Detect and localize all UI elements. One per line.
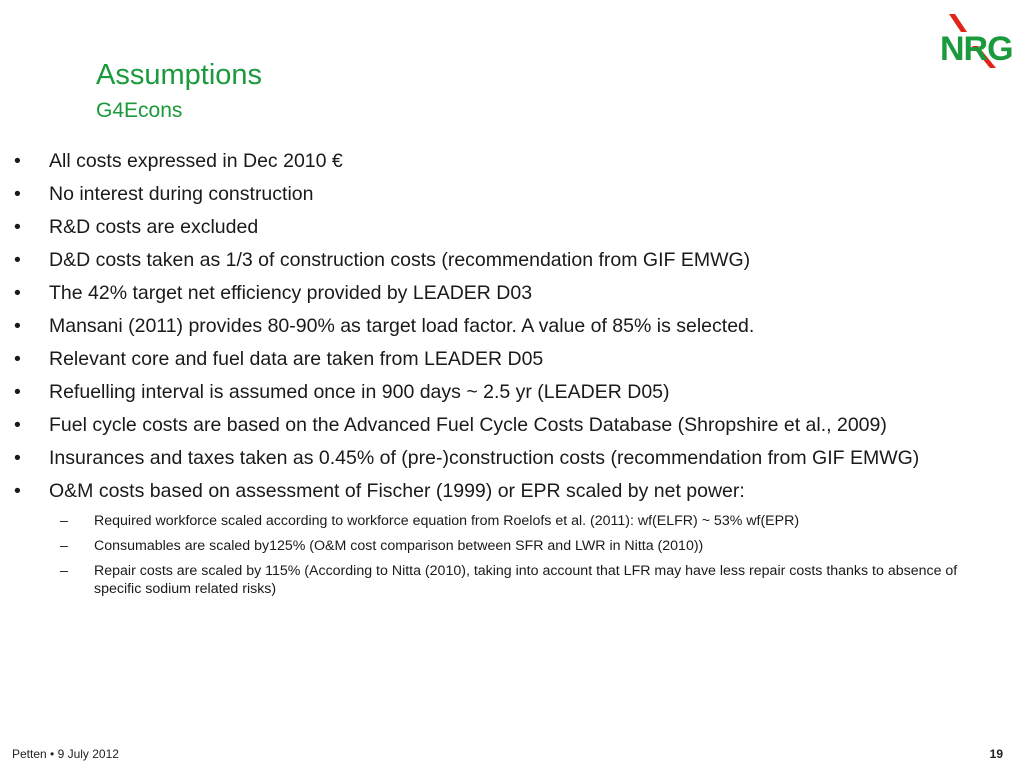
bullet-text: All costs expressed in Dec 2010 € <box>49 150 343 172</box>
bullet-marker: • <box>14 249 21 271</box>
bullet-marker: • <box>14 447 21 469</box>
bullet-item <box>14 281 990 305</box>
slide-title: Assumptions <box>96 59 263 91</box>
bullet-marker: • <box>14 150 21 172</box>
bullet-text: R&D costs are excluded <box>49 216 259 238</box>
bullet-text: D&D costs taken as 1/3 of construction costs (recommendation from GIF EMWG) <box>49 249 751 271</box>
bullet-item <box>14 446 990 470</box>
bullet-item <box>14 413 990 437</box>
bullet-item <box>14 347 990 371</box>
bullet-text: Refuelling interval is assumed once in 900 days ~ 2.5 yr (LEADER D05) <box>49 381 670 403</box>
sub-bullet-item <box>14 562 990 598</box>
bullet-item <box>14 215 990 239</box>
sub-bullet-text: Consumables are scaled by125% (O&M cost comparison between SFR and LWR in Nitta (2010)) <box>94 538 704 554</box>
bullet-list <box>14 149 990 605</box>
bullet-item <box>14 182 990 206</box>
bullet-text: O&M costs based on assessment of Fischer (1999) or EPR scaled by net power: <box>49 480 745 502</box>
bullet-marker: • <box>14 183 21 205</box>
sub-bullet-item <box>14 512 990 530</box>
sub-bullet-text: Required workforce scaled according to workforce equation from Roelofs et al. (2011): wf(ELFR) ~ 53% wf(EPR) <box>94 513 800 529</box>
bullet-text: The 42% target net efficiency provided by LEADER D03 <box>49 282 533 304</box>
bullet-item <box>14 479 990 503</box>
bullet-text: Relevant core and fuel data are taken from LEADER D05 <box>49 348 544 370</box>
nrg-logo <box>938 12 1014 70</box>
bullet-marker: • <box>14 414 21 436</box>
bullet-marker: • <box>14 282 21 304</box>
bullet-marker: • <box>14 216 21 238</box>
bullet-marker: • <box>14 315 21 337</box>
bullet-item <box>14 380 990 404</box>
logo-text: NRG <box>940 30 1013 68</box>
page-number: 19 <box>989 747 1003 761</box>
bullet-text: Insurances and taxes taken as 0.45% of (pre-)construction costs (recommendation from GIF EMWG) <box>49 447 920 469</box>
bullet-text: No interest during construction <box>49 183 314 205</box>
bullet-marker: • <box>14 480 21 502</box>
bullet-text: Fuel cycle costs are based on the Advanced Fuel Cycle Costs Database (Shropshire et al., 2009) <box>49 414 887 436</box>
footer-location-date: Petten • 9 July 2012 <box>12 747 119 761</box>
sub-bullet-marker: – <box>60 538 68 554</box>
sub-bullet-list <box>14 512 990 598</box>
bullet-text: Mansani (2011) provides 80-90% as target load factor. A value of 85% is selected. <box>49 315 755 337</box>
sub-bullet-text: Repair costs are scaled by 115% (According to Nitta (2010), taking into account that LFR may have less repair costs thanks to absence of specific sodium related risks) <box>94 563 958 597</box>
bullet-item <box>14 248 990 272</box>
bullet-marker: • <box>14 381 21 403</box>
bullet-marker: • <box>14 348 21 370</box>
sub-bullet-marker: – <box>60 513 68 529</box>
bullet-item <box>14 314 990 338</box>
slide-subtitle: G4Econs <box>96 99 183 122</box>
sub-bullet-item <box>14 537 990 555</box>
sub-bullet-marker: – <box>60 563 68 579</box>
bullet-item <box>14 149 990 173</box>
